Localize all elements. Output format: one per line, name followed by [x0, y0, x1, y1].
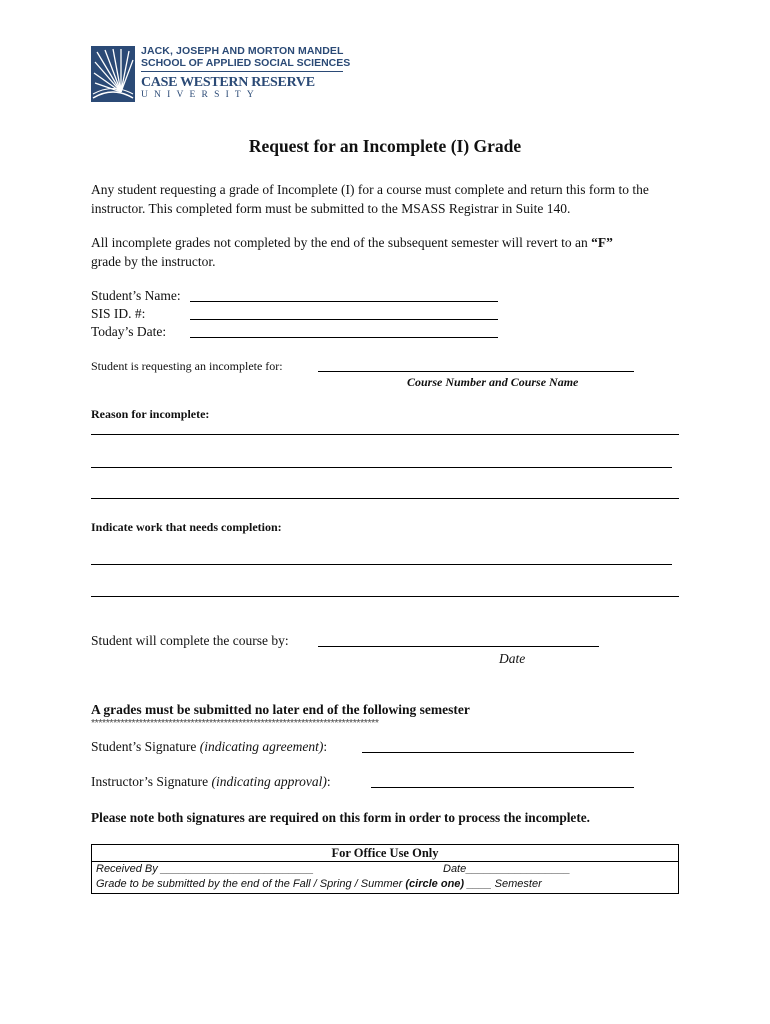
sis-id-label: SIS ID. #:: [91, 306, 146, 321]
office-use-box: [91, 844, 679, 894]
sis-id-field[interactable]: [190, 319, 498, 320]
office-received-by: Received By _________________________: [96, 863, 314, 875]
course-request-label: Student is requesting an incomplete for:: [91, 359, 283, 373]
logo-line-1: JACK, JOSEPH AND MORTON MANDEL: [141, 45, 344, 57]
intro-paragraph: [91, 180, 691, 218]
todays-date-field[interactable]: [190, 337, 498, 338]
complete-by-caption: Date: [499, 651, 526, 666]
instructor-signature-row: [91, 773, 331, 791]
work-line-1[interactable]: [91, 564, 672, 565]
logo-line-4: UNIVERSITY: [141, 90, 260, 100]
university-logo-text: [141, 45, 371, 101]
office-grade-row: [92, 877, 678, 892]
student-name-label: Student’s Name:: [91, 288, 181, 303]
office-use-header: For Office Use Only: [92, 845, 678, 862]
reason-line-2[interactable]: [91, 467, 672, 468]
course-request-field[interactable]: [318, 371, 634, 372]
course-request-row: [91, 358, 283, 376]
office-grade-circle: (circle one): [405, 878, 465, 890]
logo-divider: [141, 71, 343, 72]
revert-text: All incomplete grades not completed by the end of the subsequent semester will revert to an: [91, 235, 592, 250]
office-date: Date_________________: [443, 863, 571, 875]
work-line-2[interactable]: [91, 596, 679, 597]
deadline-note: A grades must be submitted no later end of the following semester: [91, 702, 470, 717]
revert-paragraph: [91, 233, 691, 271]
student-signature-paren: (indicating agreement): [199, 739, 324, 754]
logo-line-2: SCHOOL OF APPLIED SOCIAL SCIENCES: [141, 57, 351, 69]
university-logo-mark: [91, 46, 135, 102]
complete-by-label: Student will complete the course by:: [91, 633, 289, 648]
complete-by-field[interactable]: [318, 646, 599, 647]
instructor-signature-paren: (indicating approval): [211, 774, 327, 789]
student-signature-field[interactable]: [362, 752, 634, 753]
reason-line-1[interactable]: [91, 434, 679, 435]
office-received-row: [92, 862, 678, 877]
logo-line-3: CASE WESTERN RESERVE: [141, 75, 315, 90]
complete-by-row: [91, 632, 289, 650]
office-grade-semester: ____ Semester: [464, 878, 542, 890]
form-title: Request for an Incomplete (I) Grade: [248, 136, 522, 156]
reason-label: Reason for incomplete:: [91, 407, 210, 421]
todays-date-row: [91, 323, 166, 341]
student-signature-colon: :: [323, 739, 328, 754]
office-grade-text: Grade to be submitted by the end of the Fall / Spring / Summer: [96, 878, 406, 890]
asterisk-divider: ******************************************************************************: [91, 717, 379, 729]
student-signature-row: [91, 738, 327, 756]
todays-date-label: Today’s Date:: [91, 324, 167, 339]
reason-line-3[interactable]: [91, 498, 679, 499]
course-request-caption: Course Number and Course Name: [407, 375, 579, 389]
sis-id-row: [91, 305, 145, 323]
work-label: Indicate work that needs completion:: [91, 520, 282, 534]
instructor-signature-colon: :: [326, 774, 331, 789]
signature-note: Please note both signatures are required on this form in order to process the incomplete.: [91, 810, 590, 825]
instructor-signature-field[interactable]: [371, 787, 634, 788]
revert-grade: “F”: [591, 235, 613, 250]
instructor-signature-label: Instructor’s Signature: [91, 774, 212, 789]
student-name-row: [91, 287, 181, 305]
intro-text: Any student requesting a grade of Incomplete (I) for a course must complete and return this form to the instructor. This completed form must be submitted to the MSASS Registrar in Suite 140.: [91, 182, 649, 216]
student-signature-label: Student’s Signature: [91, 739, 200, 754]
revert-text-2: grade by the instructor.: [91, 254, 216, 269]
student-name-field[interactable]: [190, 301, 498, 302]
